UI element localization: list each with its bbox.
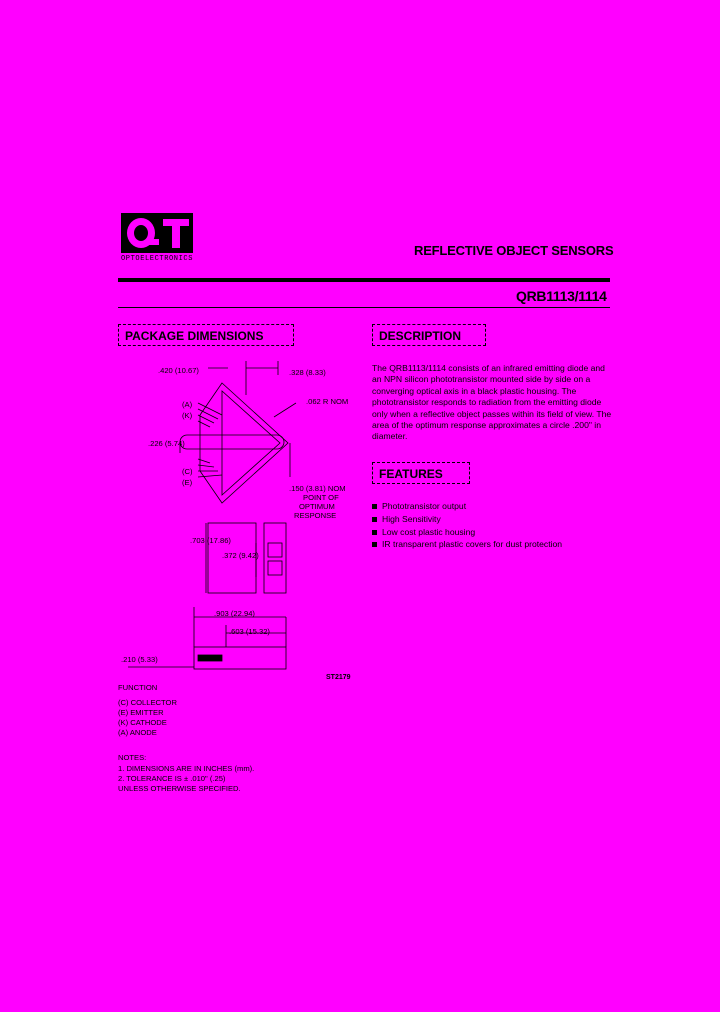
pin-label: (K) <box>182 411 193 420</box>
note-item: 1. DIMENSIONS ARE IN INCHES (mm). <box>118 764 255 773</box>
feature-item: High Sensitivity <box>372 513 562 526</box>
feature-item: Low cost plastic housing <box>372 526 562 539</box>
part-number: QRB1113/1114 <box>516 288 607 304</box>
dim-label: OPTIMUM <box>299 502 335 511</box>
features-list <box>372 500 562 551</box>
dim-label: .603 (15.32) <box>229 627 270 636</box>
note-item: UNLESS OTHERWISE SPECIFIED. <box>118 784 241 793</box>
pin-label: (E) <box>182 478 193 487</box>
dim-label: POINT OF <box>303 493 339 502</box>
dim-label: .150 (3.81) NOM <box>289 484 346 493</box>
header-rule-thin <box>118 307 610 308</box>
description-heading: DESCRIPTION <box>372 324 486 346</box>
dim-label: .328 (8.33) <box>289 368 326 377</box>
dim-label: .903 (22.94) <box>214 609 255 618</box>
dim-label: .703 (17.86) <box>190 536 231 545</box>
package-dimensions-heading: PACKAGE DIMENSIONS <box>118 324 294 346</box>
dim-label: .372 (9.42) <box>222 551 259 560</box>
function-item: (K) CATHODE <box>118 718 167 727</box>
function-item: (A) ANODE <box>118 728 157 737</box>
function-item: (E) EMITTER <box>118 708 164 717</box>
pin-label: (C) <box>182 467 193 476</box>
document-title: REFLECTIVE OBJECT SENSORS <box>414 243 614 258</box>
function-item: (C) COLLECTOR <box>118 698 177 707</box>
note-item: 2. TOLERANCE IS ± .010" (.25) <box>118 774 226 783</box>
features-heading: FEATURES <box>372 462 470 484</box>
pin-label: (A) <box>182 400 193 409</box>
header-rule <box>118 278 610 282</box>
dim-label: .226 (5.74) <box>148 439 185 448</box>
logo-subtitle: OPTOELECTRONICS <box>121 255 194 263</box>
dim-label: .062 R NOM <box>306 397 349 406</box>
dim-label: .210 (5.33) <box>121 655 158 664</box>
function-heading: FUNCTION <box>118 683 158 692</box>
company-logo <box>121 213 193 253</box>
dim-label: RESPONSE <box>294 511 337 520</box>
description-text: The QRB1113/1114 consists of an infrared emitting diode and an NPN silicon phototransistor mounted side by side on a converging optical axis in a black plastic housing. The phototransistor responds to radiation from the emitting diode only when a reflective object passes within its field of view. The area of the optimum response approximates a circle .200" in diameter. <box>372 363 612 442</box>
drawing-number: ST2179 <box>326 674 351 681</box>
feature-item: Phototransistor output <box>372 500 562 513</box>
dim-label: .420 (10.67) <box>158 366 199 375</box>
feature-item: IR transparent plastic covers for dust protection <box>372 538 562 551</box>
notes-heading: NOTES: <box>118 753 147 762</box>
